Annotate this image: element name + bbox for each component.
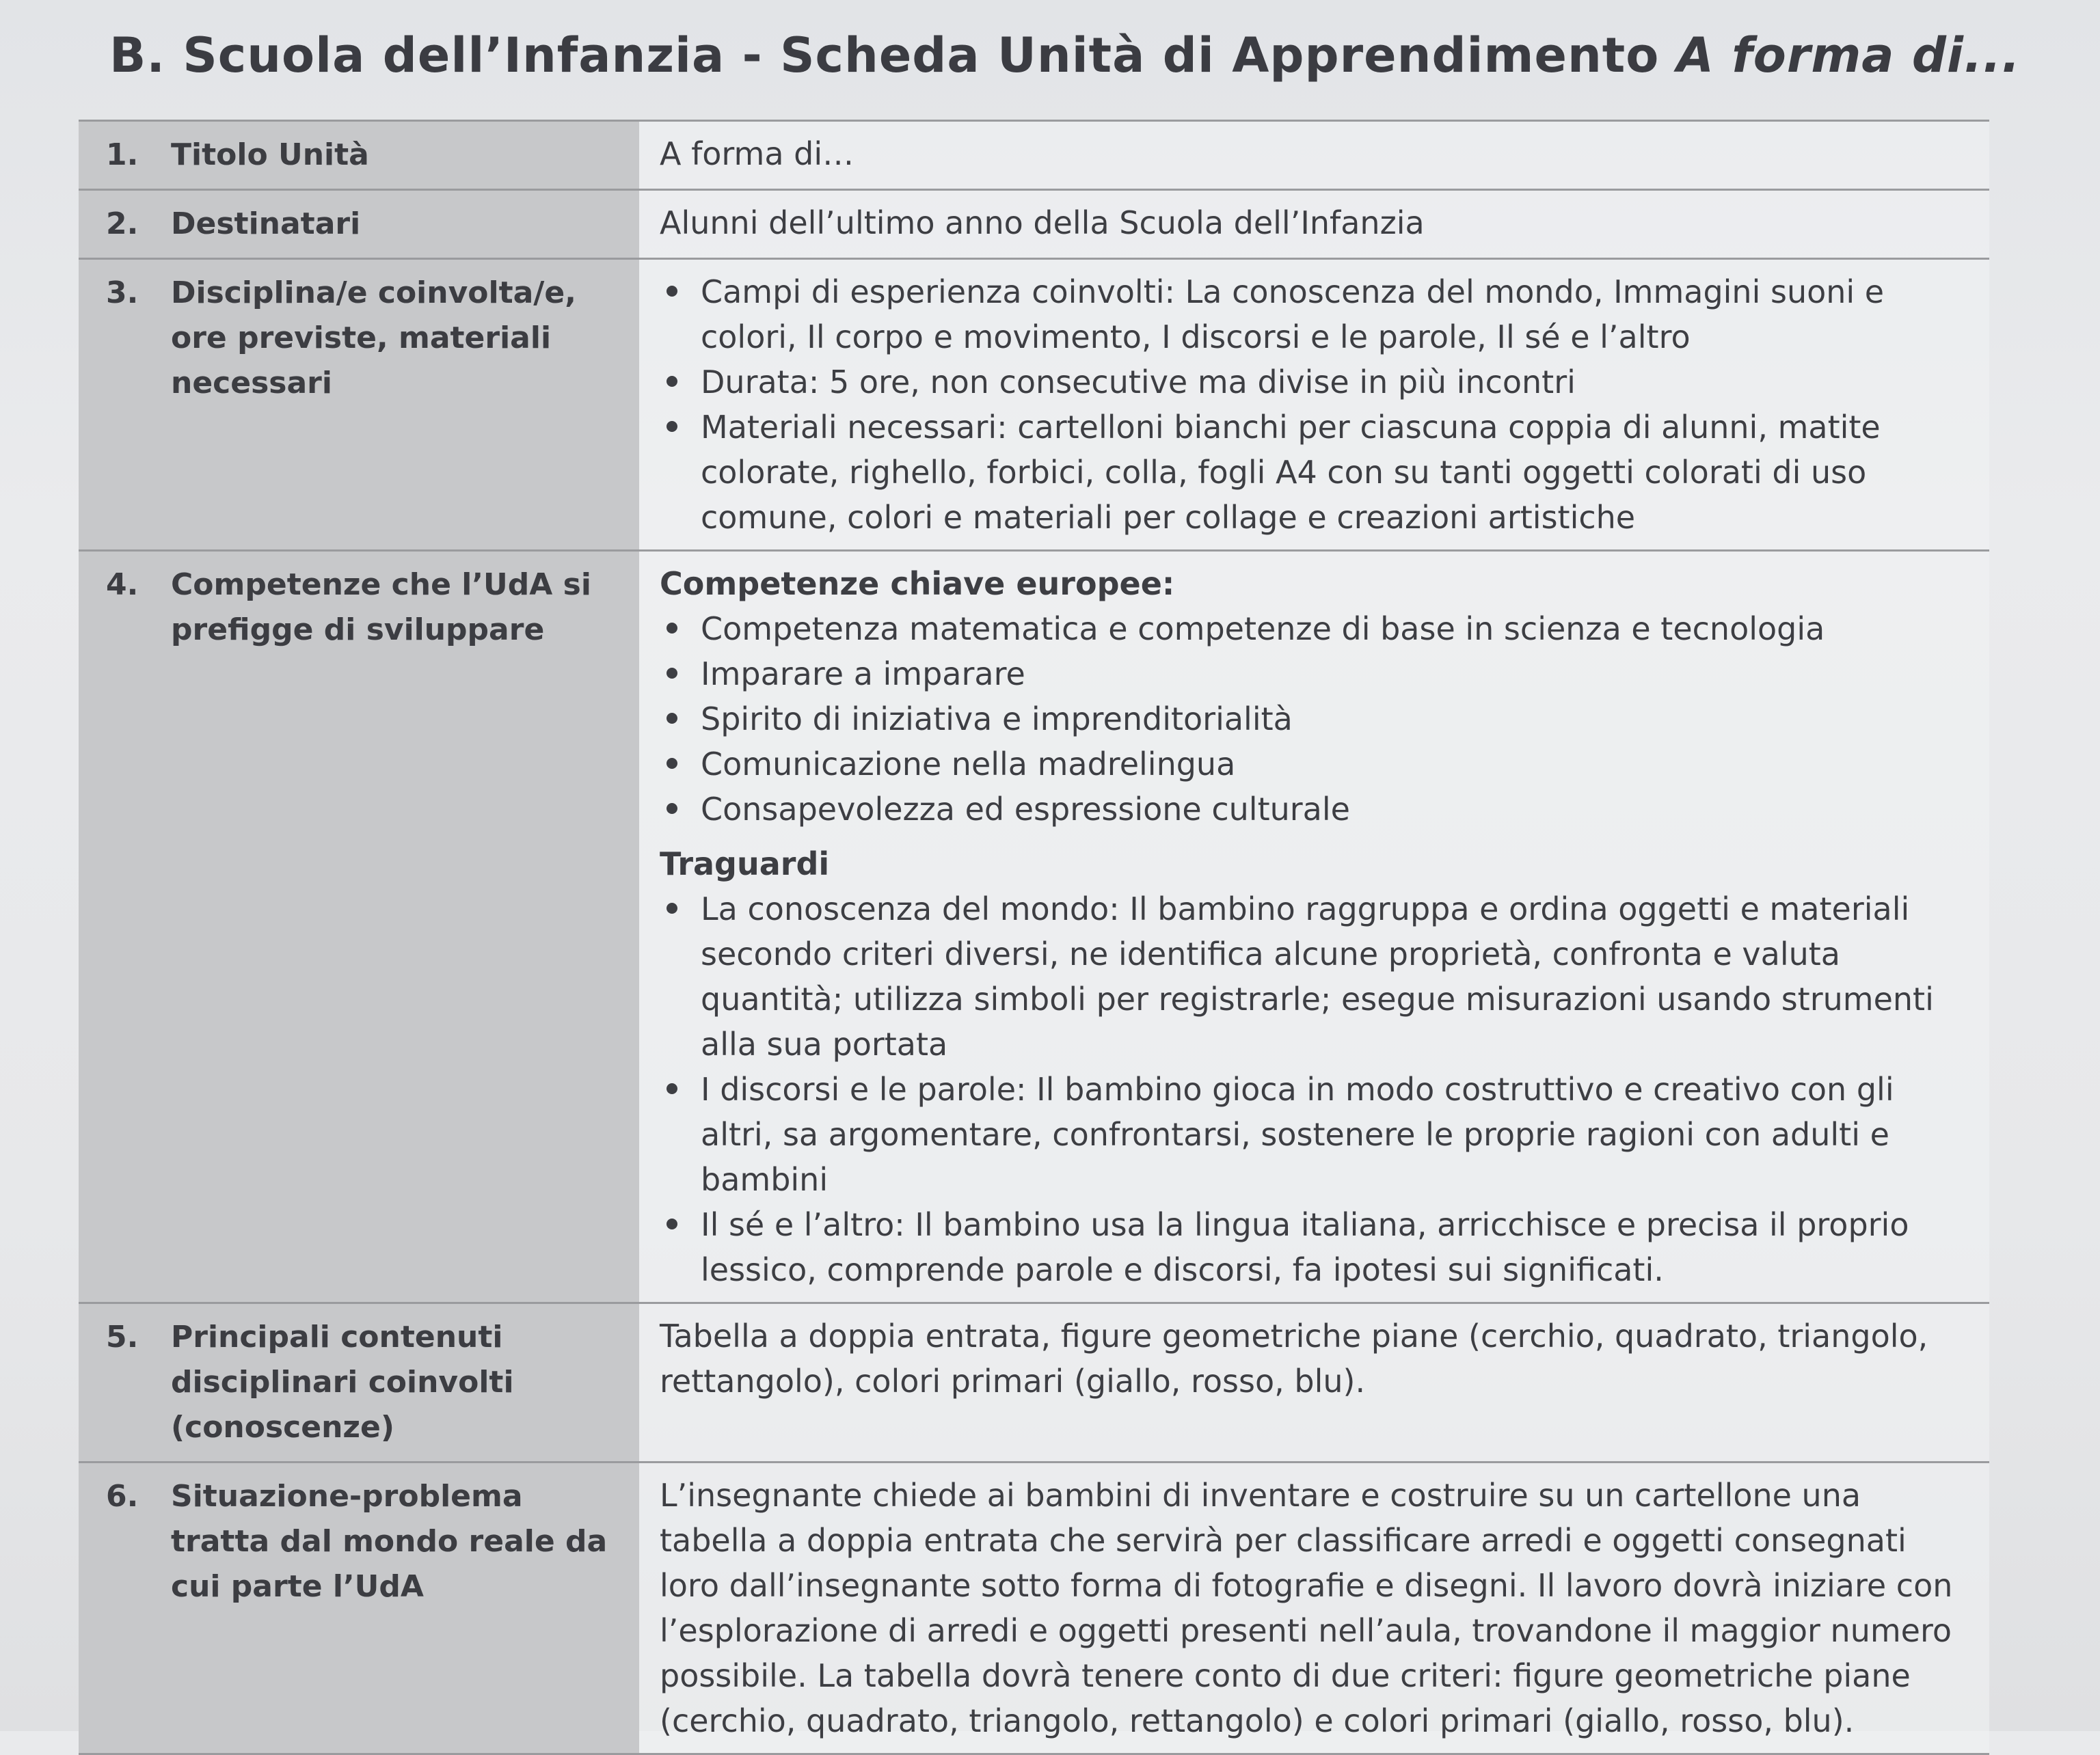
- table-row: [79, 1462, 1989, 1754]
- list-item: Comunicazione nella madrelingua: [660, 742, 1969, 787]
- row-content-cell: [639, 259, 1989, 551]
- row-label-cell: [79, 1303, 639, 1462]
- row-content-cell: [639, 1303, 1989, 1462]
- list-item: I discorsi e le parole: Il bambino gioca in modo costruttivo e creativo con gli altri, sa argomentare, confrontarsi, sostenere le proprie ragioni con adulti e bambini: [660, 1067, 1969, 1202]
- destinatari-value: Alunni dell’ultimo anno della Scuola dell’Infanzia: [660, 204, 1425, 241]
- list-item: Imparare a imparare: [660, 651, 1969, 696]
- row-label: Situazione-problema tratta dal mondo reale da cui parte l’UdA: [171, 1479, 608, 1604]
- row-label: Titolo Unità: [171, 137, 369, 172]
- table-row: [79, 121, 1989, 190]
- table-row: [79, 551, 1989, 1303]
- list-item: La conoscenza del mondo: Il bambino raggruppa e ordina oggetti e materiali secondo criteri diversi, ne identifica alcune proprietà, confronta e valuta quantità; utilizza simboli per registrarle; esegue misurazioni usando strumenti alla sua portata: [660, 886, 1969, 1067]
- row-label: Principali contenuti disciplinari coinvolti (conoscenze): [171, 1320, 514, 1445]
- disciplina-list: [660, 269, 1969, 540]
- competenze-list: [660, 606, 1969, 832]
- title-italic: A forma di...: [1676, 27, 2021, 83]
- titolo-value: A forma di…: [660, 135, 854, 172]
- row-label: Disciplina/e coinvolta/e, ore previste, materiali necessari: [171, 275, 576, 400]
- row-number: 3.: [106, 275, 139, 310]
- table-row: [79, 259, 1989, 551]
- uda-table: [79, 120, 1989, 1755]
- row-label-cell: [79, 121, 639, 190]
- traguardi-list: [660, 886, 1969, 1292]
- list-item: Spirito di iniziativa e imprenditorialità: [660, 696, 1969, 742]
- table-row: [79, 190, 1989, 259]
- situazione-value: L’insegnante chiede ai bambini di inventare e costruire su un cartellone una tabella a doppia entrata che servirà per classificare arredi e oggetti consegnati loro dall’insegnante sotto forma di fotografie e disegni. Il lavoro dovrà iniziare con l’esplorazione di arredi e oggetti presenti nell’aula, trovandone il maggior numero possibile. La tabella dovrà tenere conto di due criteri: figure geometriche piane (cerchio, quadrato, triangolo, rettangolo) e colori primari (giallo, rosso, blu).: [660, 1477, 1953, 1739]
- list-item: Durata: 5 ore, non consecutive ma divise in più incontri: [660, 359, 1969, 405]
- page-title: [109, 27, 2021, 83]
- row-label-cell: [79, 551, 639, 1303]
- table-row: [79, 1303, 1989, 1462]
- row-label-cell: [79, 190, 639, 259]
- row-number: 5.: [106, 1320, 139, 1355]
- row-label: Destinatari: [171, 206, 361, 241]
- title-main: B. Scuola dell’Infanzia - Scheda Unità di Apprendimento: [109, 27, 1660, 83]
- row-label-cell: [79, 1462, 639, 1754]
- list-item: Competenza matematica e competenze di base in scienza e tecnologia: [660, 606, 1969, 651]
- row-number: 4.: [106, 567, 139, 602]
- row-content-cell: [639, 121, 1989, 190]
- list-item: Consapevolezza ed espressione culturale: [660, 787, 1969, 832]
- list-item: Campi di esperienza coinvolti: La conoscenza del mondo, Immagini suoni e colori, Il corpo e movimento, I discorsi e le parole, Il sé e l’altro: [660, 269, 1969, 359]
- row-label: Competenze che l’UdA si prefigge di sviluppare: [171, 567, 591, 647]
- list-item: Materiali necessari: cartelloni bianchi per ciascuna coppia di alunni, matite colorate, righello, forbici, colla, fogli A4 con su tanti oggetti colorati di uso comune, colori e materiali per collage e creazioni artistiche: [660, 405, 1969, 540]
- row-number: 6.: [106, 1479, 139, 1514]
- row-content-cell: [639, 190, 1989, 259]
- row-content-cell: [639, 551, 1989, 1303]
- list-item: Il sé e l’altro: Il bambino usa la lingua italiana, arricchisce e precisa il proprio lessico, comprende parole e discorsi, fa ipotesi sui significati.: [660, 1202, 1969, 1292]
- competenze-heading: Competenze chiave europee:: [660, 565, 1175, 602]
- row-number: 2.: [106, 206, 139, 241]
- row-content-cell: [639, 1462, 1989, 1754]
- row-label-cell: [79, 259, 639, 551]
- row-number: 1.: [106, 137, 139, 172]
- contenuti-value: Tabella a doppia entrata, figure geometriche piane (cerchio, quadrato, triangolo, rettangolo), colori primari (giallo, rosso, blu).: [660, 1318, 1928, 1400]
- traguardi-heading: Traguardi: [660, 845, 830, 882]
